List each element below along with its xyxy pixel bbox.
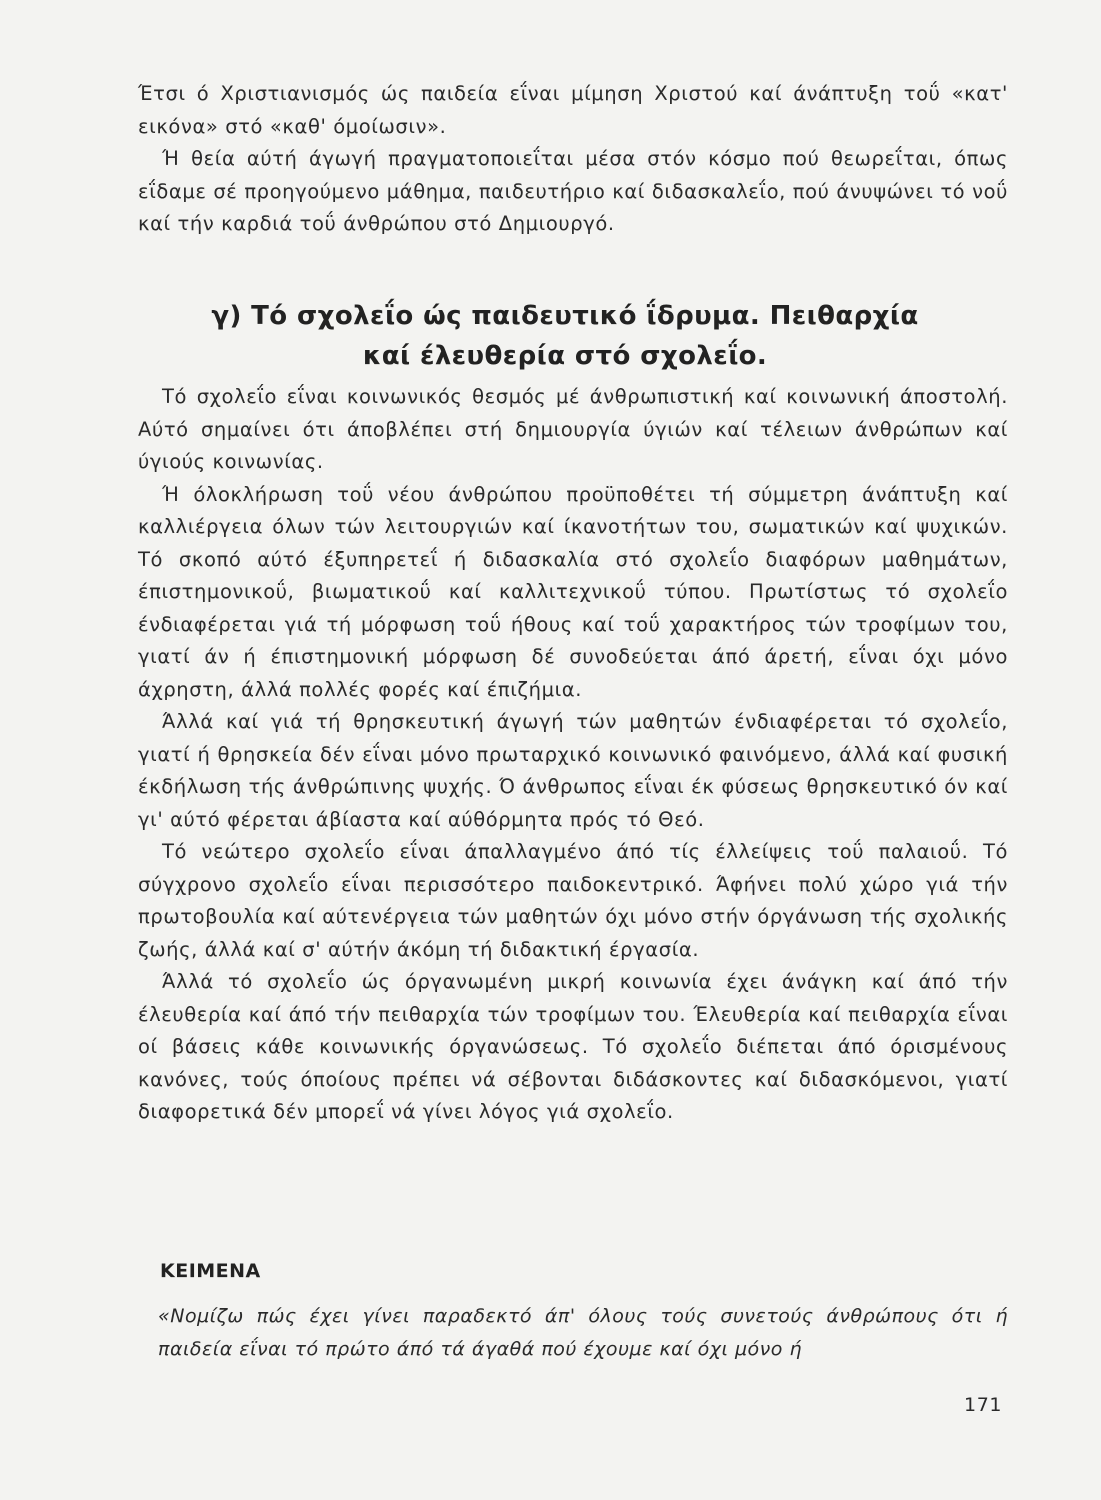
section-title (150, 296, 980, 376)
body-paragraph-5: Άλλά τό σχολεΐο ώς όργανωμένη μικρή κοινωνία έχει άνάγκη καί άπό τήν έλευθερία καί άπό τήν πειθαρχία τών τροφίμων του. Έλευθερία καί πειθαρχία εΐναι οί βάσεις κάθε κοινωνικής όργανώσεως. Τό σχολεΐο διέπεται άπό όρισμένους κανόνες, τούς όποίους πρέπει νά σέβονται διδάσκοντες καί διδασκόμενοι, γιατί διαφορετικά δέν μπορεΐ νά γίνει λόγος γιά σχολεΐο. (138, 970, 1008, 1123)
section-title-line-2: καί έλευθερία στό σχολεΐο. (362, 341, 768, 371)
section-body (138, 381, 1008, 1129)
intro-paragraph-1: Έτσι ό Χριστιανισμός ώς παιδεία εΐναι μίμηση Χριστού καί άνάπτυξη τοΰ «κατ' εικόνα» στό «καθ' όμοίωσιν». (138, 82, 1008, 138)
intro-paragraph-2: Ή θεία αύτή άγωγή πραγματοποιεΐται μέσα στόν κόσμο πού θεωρεΐται, όπως εΐδαμε σέ προηγούμενο μάθημα, παιδευτήριο καί διδασκαλεΐο, πού άνυψώνει τό νοΰ καί τήν καρδιά τοΰ άνθρώπου στό Δημιουργό. (138, 147, 1008, 235)
body-paragraph-3: Άλλά καί γιά τή θρησκευτική άγωγή τών μαθητών ένδιαφέρεται τό σχολεΐο, γιατί ή θρησκεία δέν εΐναι μόνο πρωταρχικό κοινωνικό φαινόμενο, άλλά καί φυσική έκδήλωση τής άνθρώπινης ψυχής. Ό άνθρωπος εΐναι έκ φύσεως θρησκευτικό όν καί γι' αύτό φέρεται άβίαστα καί αύθόρμητα πρός τό Θεό. (138, 710, 1008, 831)
section-title-line-1: γ) Τό σχολεΐο ώς παιδευτικό ΐδρυμα. Πειθαρχία (211, 301, 919, 331)
body-paragraph-4: Τό νεώτερο σχολεΐο εΐναι άπαλλαγμένο άπό τίς έλλείψεις τοΰ παλαιοΰ. Τό σύγχρονο σχολεΐο εΐναι περισσότερο παιδοκεντρικό. Άφήνει πολύ χώρο γιά τήν πρωτοβουλία καί αύτενέργεια τών μαθητών όχι μόνο στήν όργάνωση τής σχολικής ζωής, άλλά καί σ' αύτήν άκόμη τή διδακτική έργασία. (138, 840, 1008, 961)
page-number: 171 (964, 1394, 1003, 1416)
quoted-text: «Νομίζω πώς έχει γίνει παραδεκτό άπ' όλους τούς συνετούς άνθρώπους ότι ή παιδεία εΐναι τό πρώτο άπό τά άγαθά πού έχουμε καί όχι μόνο ή (158, 1305, 1008, 1360)
body-paragraph-2: Ή όλοκλήρωση τοΰ νέου άνθρώπου προϋποθέτει τή σύμμετρη άνάπτυξη καί καλλιέργεια όλων τών λειτουργιών καί ίκανοτήτων του, σωματικών καί ψυχικών. Τό σκοπό αύτό έξυπηρετεΐ ή διδασκαλία στό σχολεΐο διαφόρων μαθημάτων, έπιστημονικοΰ, βιωματικοΰ καί καλλιτεχνικοΰ τύπου. Πρωτίστως τό σχολεΐο ένδιαφέρεται γιά τή μόρφωση τοΰ ήθους καί τοΰ χαρακτήρος τών τροφίμων του, γιατί άν ή έπιστημονική μόρφωση δέ συνοδεύεται άπό άρετή, εΐναι όχι μόνο άχρηστη, άλλά πολλές φορές καί έπιζήμια. (138, 482, 1008, 701)
texts-section-label: ΚΕΙΜΕΝΑ (160, 1260, 261, 1282)
body-paragraph-1: Τό σχολεΐο εΐναι κοινωνικός θεσμός μέ άνθρωπιστική καί κοινωνική άποστολή. Αύτό σημαίνει ότι άποβλέπει στή δημιουργία ύγιών καί τέλειων άνθρώπων καί ύγιούς κοινωνίας. (138, 385, 1008, 473)
intro-text (138, 78, 1008, 241)
